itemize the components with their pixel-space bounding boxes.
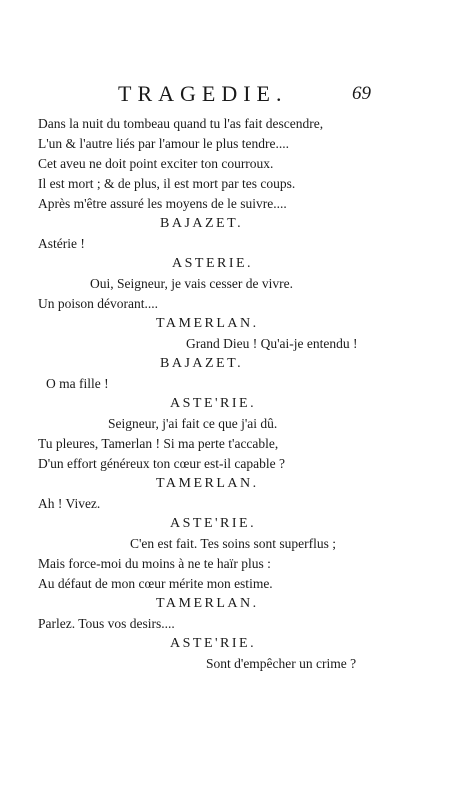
verse-line: Ah ! Vivez. xyxy=(38,496,101,511)
verse-line: C'en est fait. Tes soins sont superflus ; xyxy=(130,536,336,551)
verse-line: Seigneur, j'ai fait ce que j'ai dû. xyxy=(108,416,278,431)
verse-line: Oui, Seigneur, je vais cesser de vivre. xyxy=(90,276,294,291)
speaker-name: BAJAZET. xyxy=(160,216,244,231)
verse-line: O ma fille ! xyxy=(46,376,109,391)
verse-line: Cet aveu ne doit point exciter ton courroux. xyxy=(38,156,274,171)
speaker-name: ASTERIE. xyxy=(172,256,254,271)
speaker-name: TAMERLAN. xyxy=(156,596,259,611)
speaker-name: BAJAZET. xyxy=(160,356,244,371)
verse-line: Tu pleures, Tamerlan ! Si ma perte t'accable, xyxy=(38,436,279,451)
running-title: TRAGEDIE. xyxy=(118,81,288,106)
verse-line: Il est mort ; & de plus, il est mort par tes coups. xyxy=(38,176,296,191)
verse-line: Grand Dieu ! Qu'ai-je entendu ! xyxy=(186,336,358,351)
verse-line: L'un & l'autre liés par l'amour le plus tendre.... xyxy=(38,136,289,151)
speaker-name: ASTE'RIE. xyxy=(170,396,257,411)
verse-line: Sont d'empêcher un crime ? xyxy=(206,656,357,671)
speaker-name: ASTE'RIE. xyxy=(170,636,257,651)
page-header xyxy=(0,81,472,109)
page-number: 69 xyxy=(352,83,371,104)
speaker-name: TAMERLAN. xyxy=(156,316,259,331)
verse-line: D'un effort généreux ton cœur est-il capable ? xyxy=(38,456,285,471)
verse-line: Un poison dévorant.... xyxy=(38,296,158,311)
verse-line: Dans la nuit du tombeau quand tu l'as fait descendre, xyxy=(38,116,324,131)
play-text xyxy=(38,114,368,674)
verse-line: Mais force-moi du moins à ne te haïr plus : xyxy=(38,556,271,571)
verse-line: Astérie ! xyxy=(38,236,85,251)
verse-line: Au défaut de mon cœur mérite mon estime. xyxy=(38,576,273,591)
speaker-name: ASTE'RIE. xyxy=(170,516,257,531)
speaker-name: TAMERLAN. xyxy=(156,476,259,491)
verse-line: Après m'être assuré les moyens de le suivre.... xyxy=(38,196,287,211)
verse-line: Parlez. Tous vos desirs.... xyxy=(38,616,175,631)
